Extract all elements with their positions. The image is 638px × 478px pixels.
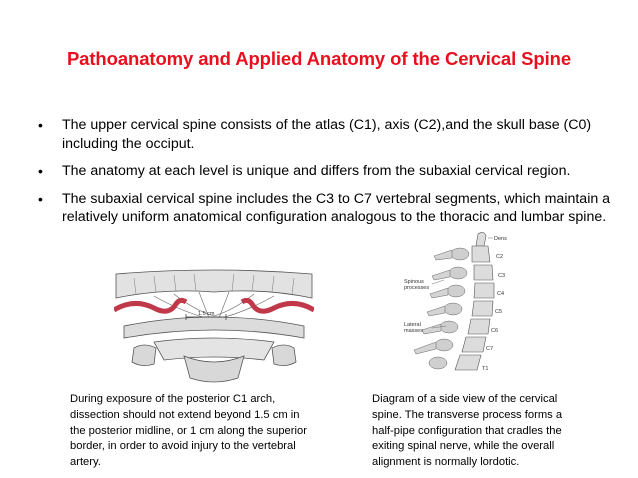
label-c7: C7 [486, 346, 494, 352]
bullet-dot-icon: • [38, 163, 43, 179]
bullet-list [38, 116, 613, 236]
label-c4: C4 [497, 291, 505, 297]
label-dens: Dens [494, 236, 507, 242]
label-masses: masses [404, 328, 423, 334]
label-c2: C2 [496, 254, 504, 260]
bullet-text: The subaxial cervical spine includes the C3 to C7 vertebral segments, which maintain a relatively uniform anatomical configuration analogous to the thoracic and lumbar spine. [62, 190, 611, 225]
label-t1: T1 [482, 366, 489, 372]
lateral-cervical-spine-diagram [398, 228, 518, 378]
bullet-item [38, 162, 613, 181]
scale-label: 1.5 cm [198, 311, 215, 317]
bullet-text: The anatomy at each level is unique and differs from the subaxial cervical region. [62, 163, 571, 179]
right-figure-caption: Diagram of a side view of the cervical spine. The transverse process forms a half-pipe configuration that cradles the exiting spinal nerve, while the overall alignment is normally lordotic. [372, 393, 563, 469]
label-c6: C6 [491, 328, 499, 334]
bullet-item [38, 116, 613, 153]
label-processes: processes [404, 285, 430, 291]
bullet-dot-icon: • [38, 190, 43, 207]
label-c5: C5 [495, 309, 503, 315]
label-spinous: Spinous [404, 279, 424, 285]
bullet-dot-icon: • [38, 117, 43, 133]
label-lateral: Lateral [404, 322, 421, 328]
posterior-c1-illustration [114, 268, 314, 386]
bullet-text: The upper cervical spine consists of the atlas (C1), axis (C2),and the skull base (C0) including the occiput. [62, 117, 592, 152]
bullet-item [38, 190, 613, 227]
left-figure-caption: During exposure of the posterior C1 arch, dissection should not extend beyond 1.5 cm in the posterior midline, or 1 cm along the superior border, in order to avoid injury to the vertebral artery. [70, 393, 307, 469]
slide-title: Pathoanatomy and Applied Anatomy of the Cervical Spine [66, 48, 572, 69]
label-c3: C3 [498, 273, 506, 279]
